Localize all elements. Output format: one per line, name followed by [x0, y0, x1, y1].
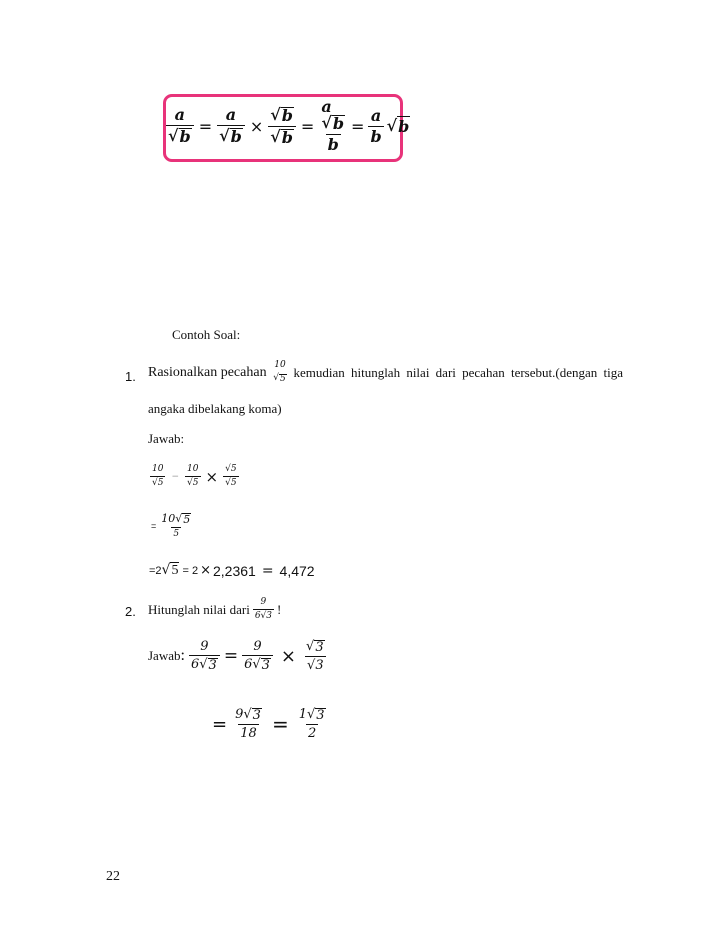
formula-numerator: b: [281, 105, 293, 125]
q2-text-after: !: [277, 601, 282, 617]
formula-content: [166, 97, 410, 155]
q2-frac-den-coef: 6: [254, 611, 261, 621]
q2-step1-frac1: 9 6 √ 3: [189, 640, 220, 672]
q2-step2-frac1: 9 √ 3 18: [235, 707, 261, 741]
step-num: 10: [187, 464, 199, 474]
q1-step3-eq: =: [261, 562, 274, 579]
step-num: 5: [230, 464, 237, 474]
q1-step2: [151, 513, 193, 539]
step-num: 10: [152, 464, 164, 474]
step-num: 9: [253, 639, 262, 654]
step-den: 5: [230, 478, 237, 488]
formula-numerator: a: [225, 105, 237, 124]
q1-step3-sqrt: √ 5: [161, 562, 179, 578]
step-num-rad: 5: [183, 513, 191, 526]
equals-sign: =: [198, 116, 213, 136]
q1-step3-times: ×: [200, 563, 211, 578]
formula-frac-2: a √ b: [217, 107, 245, 145]
formula-frac-1: a √ b: [166, 107, 194, 145]
step-num-coef: 1: [298, 707, 307, 722]
formula-sqrt-b: √ b: [386, 116, 410, 136]
formula-denominator: b: [370, 126, 382, 146]
q1-step3: [149, 562, 315, 579]
q1-step1: [150, 465, 239, 488]
q2-jawab: Jawab: [148, 648, 181, 663]
equals-sign: =: [300, 116, 315, 136]
q2-step1-frac3: √ 3 √ 3: [306, 639, 324, 673]
q2-step2-eq1: =: [212, 713, 228, 735]
q1-frac-num: 10: [274, 360, 286, 370]
formula-denominator: b: [230, 127, 242, 146]
q1-step3-val: 2,2361: [212, 562, 256, 579]
q1-text-before: Rasionalkan pecahan: [148, 364, 267, 380]
formula-denominator: b: [179, 127, 191, 146]
formula-frac-5: [368, 105, 383, 146]
q2-number: 2.: [125, 604, 136, 619]
step-num-coef: 9: [235, 707, 244, 722]
q1-step1-times: ×: [205, 467, 219, 486]
q1-number: 1.: [125, 369, 136, 384]
step-den: 18: [240, 726, 257, 741]
q2-fraction: 9 6 √ 3: [254, 597, 273, 621]
q2-step2-frac2: 1 √ 3 2: [298, 707, 325, 741]
q1-step1-eq: −: [171, 471, 180, 482]
q2-step1-frac2: 9 6 √ 3: [242, 640, 273, 672]
q1-text-line2: angaka dibelakang koma): [148, 401, 282, 416]
q2-step1-times: ×: [280, 645, 297, 667]
q1-line1: [148, 361, 623, 384]
q1-step2-eq: =: [151, 521, 157, 531]
step-den: 5: [192, 478, 199, 488]
formula-numerator: a: [370, 105, 382, 125]
q2-step2: [212, 708, 328, 740]
q1-step2-frac: 10 √ 5 5: [161, 512, 191, 539]
formula-b: b: [332, 114, 345, 133]
q1-step1-frac1: 10 √ 5: [152, 464, 164, 488]
formula-frac-3: √ b √ b: [268, 107, 296, 146]
contoh-soal-heading: Contoh Soal:: [172, 327, 241, 342]
step-den: 5: [157, 478, 164, 488]
step-den-rad: 3: [315, 658, 324, 673]
step-den-rad: 3: [208, 658, 217, 673]
step-den-coef: 6: [244, 657, 253, 672]
formula-a: a: [321, 97, 332, 116]
q1-jawab: Jawab:: [148, 431, 185, 446]
q2-colon: :: [180, 647, 185, 664]
step-den: 2: [308, 726, 317, 741]
step-num: 10: [161, 512, 176, 525]
page-number: 22: [106, 869, 120, 884]
q2-text-before: Hitunglah nilai dari: [148, 601, 250, 617]
q1-step3-result: 4,472: [279, 562, 315, 579]
q1-step1-frac2: 10 √ 5: [187, 464, 199, 488]
q2-frac-num: 9: [260, 597, 267, 607]
step-den-coef: 6: [190, 657, 200, 672]
step-den-rad: 3: [261, 658, 270, 673]
step-num: 9: [200, 639, 209, 654]
q1-frac-den: 5: [280, 374, 286, 384]
q1-fraction: 10 √ 5: [273, 360, 286, 384]
q1-step3-prefix: =2: [149, 564, 162, 577]
q1-step3-mid: = 2: [182, 564, 199, 577]
q1-text-after: kemudian hitunglah nilai dari pecahan tersebut.(dengan tiga: [293, 364, 623, 380]
q2-step1-eq: =: [223, 646, 239, 666]
step-num-rad: 3: [315, 640, 324, 655]
q2-step2-eq2: =: [271, 712, 289, 736]
equals-sign: =: [351, 116, 365, 136]
step-num-rad: 3: [316, 708, 325, 723]
times-sign: ×: [249, 116, 264, 136]
q1-step3-rad: 5: [171, 563, 179, 578]
formula-b: b: [398, 117, 410, 136]
q1-step1-frac3: √ 5 √ 5: [225, 464, 237, 488]
step-num-rad: 3: [252, 708, 261, 723]
formula-frac-4: a √ b b: [321, 97, 345, 154]
q2-line: [148, 598, 281, 621]
formula-denominator: b: [281, 127, 293, 147]
q2-step1: [148, 640, 327, 672]
formula-numerator: a: [174, 105, 186, 124]
step-den: 5: [173, 529, 180, 539]
formula-denominator: b: [327, 135, 339, 154]
q2-frac-den-rad: 3: [266, 611, 273, 621]
